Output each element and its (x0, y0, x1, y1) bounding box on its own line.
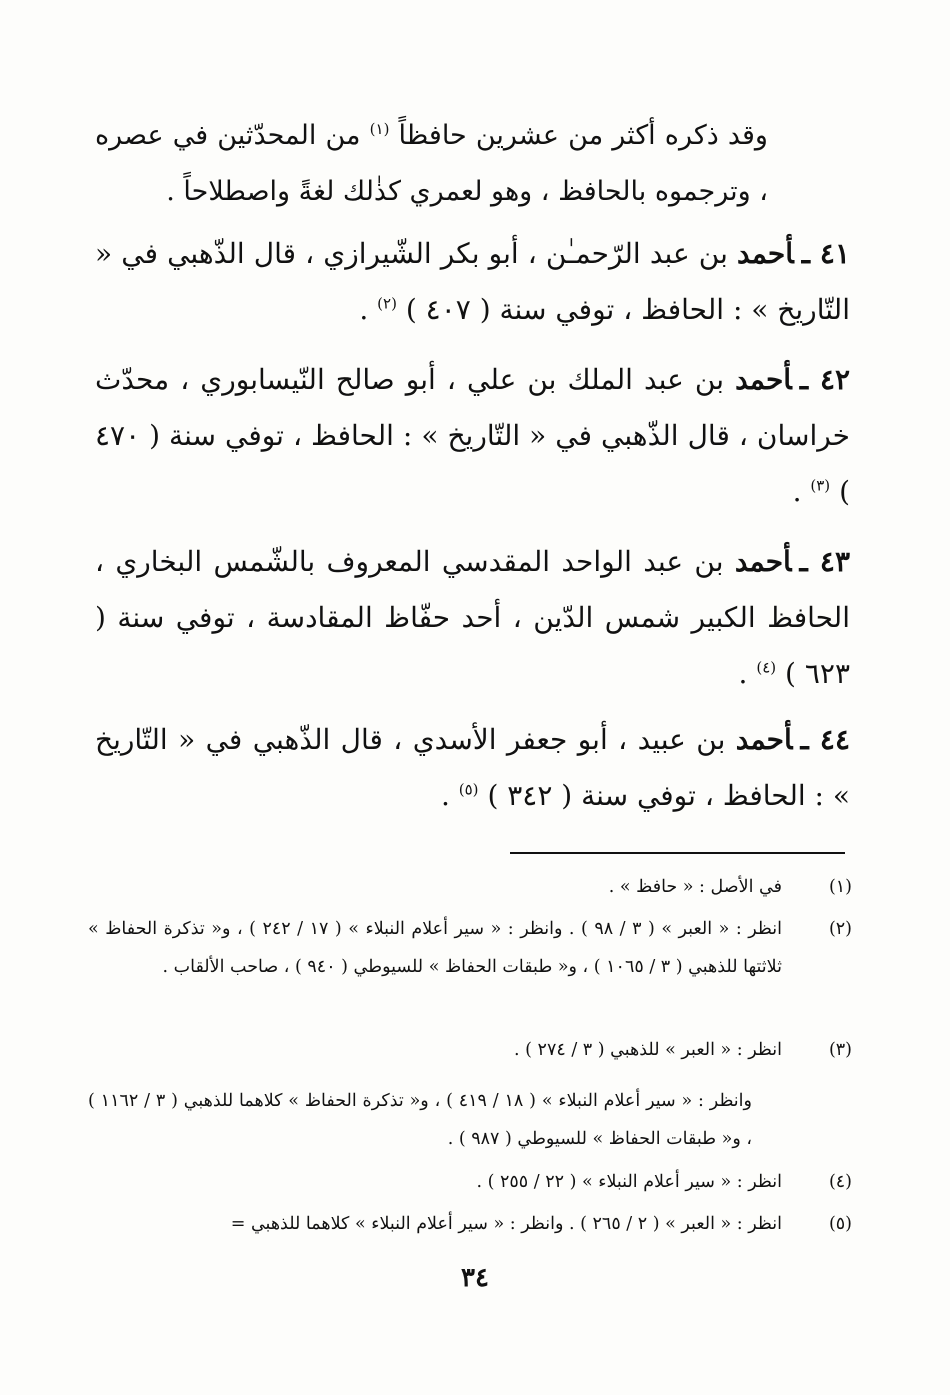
footnote-text: في الأصل : « حافظ » . (608, 877, 782, 897)
entry-text: بن عبد الواحد المقدسي المعروف بالشّمس البخاري ، الحافظ الكبير شمس الدّين ، أحد حفّاظ المقادسة ، توفي سنة ( ٦٢٣ ) (95, 545, 850, 690)
page-number: ٣٤ (461, 1263, 489, 1293)
footnote-number: (٢) (828, 919, 852, 939)
footnote-ref-5: (٥) (458, 780, 479, 799)
footnote-ref-2: (٢) (377, 294, 397, 313)
footnote-1 (88, 868, 852, 906)
footnote-divider (510, 852, 845, 854)
footnote-text: انظر : « العبر » ( ٢ / ٢٦٥ ) . وانظر : « سير أعلام النبلاء » كلاهما للذهبي = (230, 1214, 782, 1234)
entry-end: . (359, 293, 378, 326)
footnote-text: انظر : « العبر » ( ٣ / ٩٨ ) . وانظر : « سير أعلام النبلاء » ( ١٧ / ٢٤٢ ) ، و« تذكرة الحفاظ » ثلاثتها للذهبي ( ٣ / ١٠٦٥ ) ، و« طبقات الحفاظ » للسيوطي ( ٩٤٠ ) ، صاحب الألقاب . (88, 919, 782, 977)
footnote-continuation (88, 1082, 852, 1158)
entry-41 (95, 226, 850, 338)
entry-end: . (792, 475, 811, 508)
footnote-text: انظر : « العبر » للذهبي ( ٣ / ٢٧٤ ) . (514, 1040, 782, 1060)
entry-text: بن عبد الرّحمـٰن ، أبو بكر الشّيرازي ، قال الذّهبي في « التّاريخ » : الحافظ ، توفي سنة ( ٤٠٧ ) (95, 237, 850, 326)
footnote-number: (١) (828, 877, 852, 897)
entry-42 (95, 352, 850, 520)
entry-number: ٤٤ ـ (800, 723, 850, 756)
intro-paragraph (95, 108, 768, 220)
entry-number: ٤٣ ـ (799, 545, 850, 578)
footnote-5 (88, 1205, 852, 1243)
footnote-text: انظر : « سير أعلام النبلاء » ( ٢٢ / ٢٥٥ ) . (476, 1172, 782, 1192)
entry-number: ٤٢ ـ (799, 363, 851, 396)
entry-end: . (440, 779, 459, 812)
entry-end: . (738, 657, 757, 690)
footnote-4 (88, 1163, 852, 1201)
footnote-3 (88, 1031, 852, 1069)
entry-name: أحمد (737, 237, 794, 270)
footnote-2 (88, 910, 852, 986)
footnote-ref-4: (٤) (756, 658, 777, 677)
footnote-number: (٣) (828, 1040, 852, 1060)
entry-name: أحمد (734, 545, 792, 578)
intro-line-2: من المحدّثين في عصره ، وترجموه بالحافظ ، وهو لعمري كذٰلك لغةً واصطلاحاً . (95, 120, 768, 207)
footnote-ref-3: (٣) (810, 476, 831, 495)
footnote-text: وانظر : « سير أعلام النبلاء » ( ١٨ / ٤١٩ ) ، و« تذكرة الحفاظ » كلاهما للذهبي ( ٣ / ١١٦٢ ) ، و« طبقات الحفاظ » للسيوطي ( ٩٨٧ ) . (88, 1091, 752, 1149)
entry-number: ٤١ ـ (801, 237, 850, 270)
entry-text: بن عبد الملك بن علي ، أبو صالح النّيسابوري ، محدّث خراسان ، قال الذّهبي في « التّاريخ » : الحافظ ، توفي سنة ( ٤٧٠ ) (95, 363, 850, 508)
entry-text: بن عبيد ، أبو جعفر الأسدي ، قال الذّهبي في « التّاريخ » : الحافظ ، توفي سنة ( ٣٤٢ ) (95, 723, 850, 812)
entry-44 (95, 712, 850, 824)
entry-name: أحمد (735, 723, 793, 756)
entry-name: أحمد (735, 363, 792, 396)
entry-43 (95, 534, 850, 702)
footnote-number: (٤) (828, 1172, 852, 1192)
footnote-number: (٥) (828, 1214, 852, 1234)
intro-line-1: وقد ذكره أكثر من عشرين حافظاً (398, 120, 768, 151)
footnote-ref-1: (١) (369, 120, 390, 138)
